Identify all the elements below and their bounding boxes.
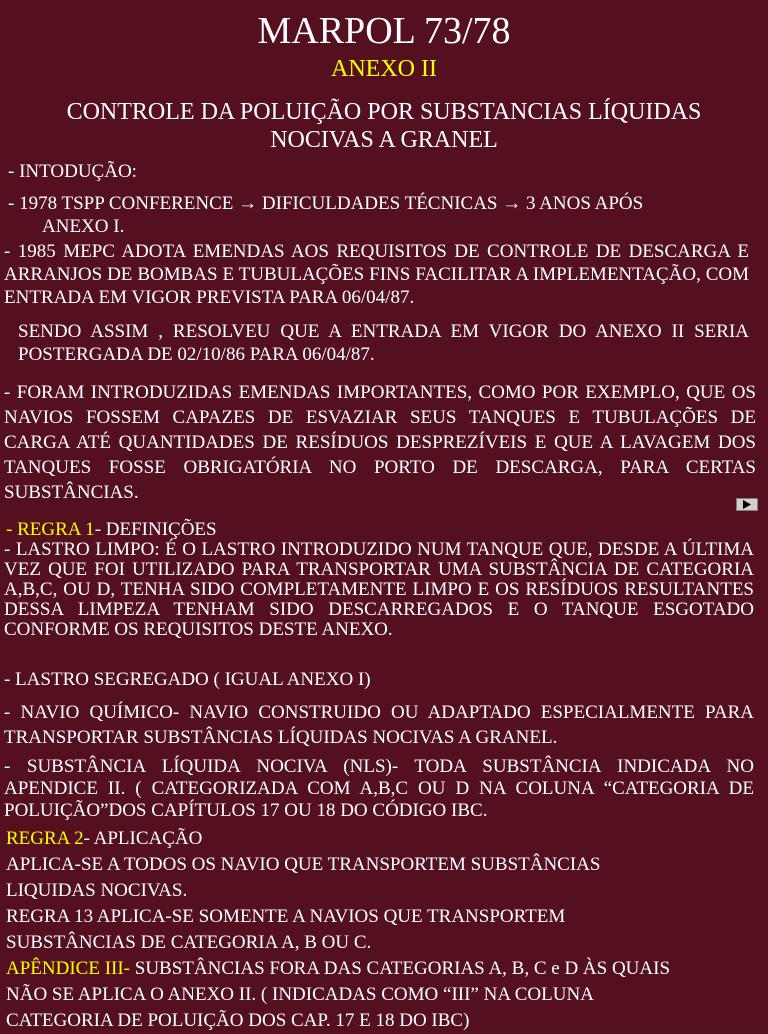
regra-2-label: REGRA 2 <box>6 828 84 849</box>
apendice-line-1 <box>6 956 762 982</box>
paragraph-sendo-assim: SENDO ASSIM , RESOLVEU QUE A ENTRADA EM VIGOR DO ANEXO II SERIA POSTERGADA DE 02/10/86 PARA 06/04/87. <box>18 321 749 365</box>
regra-1-heading <box>6 518 756 541</box>
definition-lastro-limpo: - LASTRO LIMPO: É O LASTRO INTRODUZIDO NUM TANQUE QUE, DESDE A ÚLTIMA VEZ QUE FOI UTILIZADO PARA TRANSPORTAR UMA SUBSTÂNCIA DE CATEGORIA A,B,C, OU D, TENHA SIDO COMPLETAMENTE LIMPO E OS RESÍDUOS RESULTANTES DESSA LIMPEZA TENHAM SIDO DESCARREGADOS E O TANQUE ESGOTADO CONFORME OS REQUISITOS DESTE ANEXO. <box>4 539 754 640</box>
apendice-text: SUBSTÂNCIAS FORA DAS CATEGORIAS A, B, C e D ÀS QUAIS <box>130 958 671 979</box>
paragraph-1978-line-2: ANEXO I. <box>42 216 125 237</box>
regra-2-line-3: REGRA 13 APLICA-SE SOMENTE A NAVIOS QUE TRANSPORTEM <box>6 906 566 927</box>
paragraph-1978 <box>8 192 758 238</box>
heading-line-2: NOCIVAS A GRANEL <box>270 127 498 153</box>
apendice-iii <box>6 956 762 1034</box>
section-heading <box>0 98 768 154</box>
paragraph-1985: - 1985 MEPC ADOTA EMENDAS AOS REQUISITOS DE CONTROLE DE DESCARGA E ARRANJOS DE BOMBAS E TUBULAÇÕES FINS FACILITAR A IMPLEMENTAÇÃO, COM ENTRADA EM VIGOR PREVISTA PARA 06/04/87. <box>4 241 749 308</box>
definition-lastro-segregado: - LASTRO SEGREGADO ( IGUAL ANEXO I) <box>4 669 371 690</box>
page-subtitle: ANEXO II <box>331 56 437 82</box>
regra-1-title: - DEFINIÇÕES <box>94 519 217 540</box>
heading-line-1: CONTROLE DA POLUIÇÃO POR SUBSTANCIAS LÍQUIDAS <box>66 99 702 125</box>
definition-navio-quimico: - NAVIO QUÍMICO- NAVIO CONSTRUIDO OU ADAPTADO ESPECIALMENTE PARA TRANSPORTAR SUBSTÂNCIAS LÍQUIDAS NOCIVAS A GRANEL. <box>4 702 754 748</box>
apendice-label: APÊNDICE III- <box>6 958 131 979</box>
play-icon <box>742 500 752 509</box>
next-slide-button[interactable] <box>736 498 758 511</box>
paragraph-1978-line-1: - 1978 TSPP CONFERENCE → DIFICULDADES TÉCNICAS → 3 ANOS APÓS <box>8 193 644 214</box>
paragraph-foram: - FORAM INTRODUZIDAS EMENDAS IMPORTANTES, COMO POR EXEMPLO, QUE OS NAVIOS FOSSEM CAPAZES DE ESVAZIAR SEUS TANQUES E TUBULAÇÕES DE CARGA ATÉ QUANTIDADES DE RESÍDUOS DESPREZÍVEIS E QUE A LAVAGEM DOS TANQUES FOSSE OBRIGATÓRIA NO PORTO DE DESCARGA, PARA CERTAS SUBSTÂNCIAS. <box>4 382 756 503</box>
regra-2-line-1: APLICA-SE A TODOS OS NAVIO QUE TRANSPORTEM SUBSTÂNCIAS <box>6 854 601 875</box>
regra-2-line-2: LIQUIDAS NOCIVAS. <box>6 880 188 901</box>
definition-nls: - SUBSTÂNCIA LÍQUIDA NOCIVA (NLS)- TODA SUBSTÂNCIA INDICADA NO APENDICE II. ( CATEGORIZADA COM A,B,C OU D NA COLUNA “CATEGORIA DE POLUIÇÃO”DOS CAPÍTULOS 17 OU 18 DO CÓDIGO IBC. <box>4 756 754 821</box>
apendice-line-2: NÃO SE APLICA O ANEXO II. ( INDICADAS COMO “III” NA COLUNA <box>6 984 594 1005</box>
regra-2-line-4: SUBSTÂNCIAS DE CATEGORIA A, B OU C. <box>6 932 372 953</box>
apendice-line-3: CATEGORIA DE POLUIÇÃO DOS CAP. 17 E 18 DO IBC) <box>6 1010 470 1031</box>
regra-2-body <box>6 852 756 956</box>
intro-text: - INTODUÇÃO: <box>8 161 137 182</box>
page-title: MARPOL 73/78 <box>257 10 511 52</box>
regra-2-title: - APLICAÇÃO <box>83 828 203 849</box>
regra-1-label: - REGRA 1 <box>6 519 95 540</box>
regra-2-heading <box>6 827 756 850</box>
